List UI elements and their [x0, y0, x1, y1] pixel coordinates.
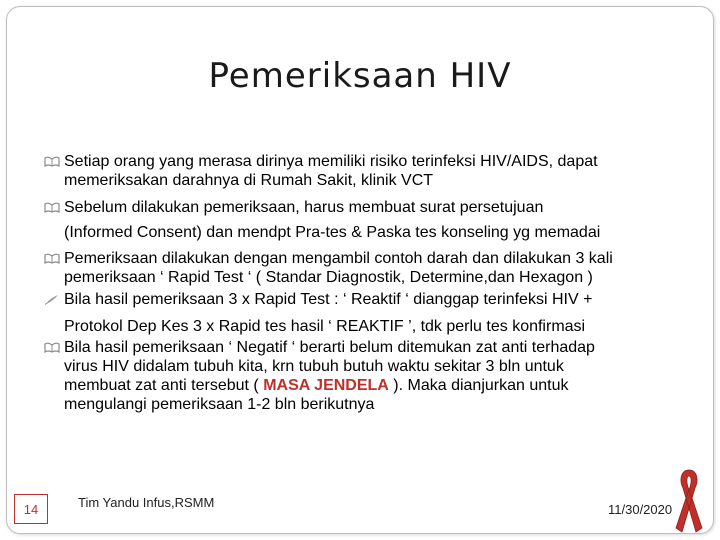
bullet-list	[44, 152, 694, 414]
bullet-item-3	[44, 249, 694, 287]
open-book-bullet-icon	[44, 342, 60, 353]
bullet-2-line-2: (Informed Consent) dan mendpt Pra-tes & Paska tes konseling yg memadai	[64, 224, 601, 241]
open-book-bullet-icon	[44, 156, 60, 167]
open-book-bullet-icon	[44, 202, 60, 213]
bullet-item-2	[44, 198, 694, 242]
bullet-item-4	[44, 290, 694, 336]
bullet-5-line-4: mengulangi pemeriksaan 1-2 bln berikutnya	[64, 396, 375, 413]
bullet-item-1	[44, 152, 694, 190]
footer-date: 11/30/2020	[608, 502, 673, 517]
page-number: 14	[14, 494, 48, 524]
masa-jendela-highlight: MASA JENDELA	[263, 377, 389, 394]
red-ribbon-icon	[672, 466, 706, 536]
bullet-1-line-1: Setiap orang yang merasa dirinya memiliki risiko terinfeksi HIV/AIDS, dapat	[64, 153, 598, 170]
bullet-1-line-2: memeriksakan darahnya di Rumah Sakit, klinik VCT	[64, 172, 434, 189]
bullet-4-line-2: Protokol Dep Kes 3 x Rapid tes hasil ‘ REAKTIF ’, tdk perlu tes konfirmasi	[64, 318, 586, 335]
bullet-4-line-1: Bila hasil pemeriksaan 3 x Rapid Test : ‘ Reaktif ‘ dianggap terinfeksi HIV +	[64, 291, 593, 308]
footer-author: Tim Yandu Infus,RSMM	[78, 495, 215, 510]
bullet-3-line-2: pemeriksaan ‘ Rapid Test ‘ ( Standar Diagnostik, Determine,dan Hexagon )	[64, 269, 593, 286]
quill-bullet-icon	[44, 294, 60, 305]
bullet-2-line-1: Sebelum dilakukan pemeriksaan, harus membuat surat persetujuan	[64, 199, 544, 216]
open-book-bullet-icon	[44, 253, 60, 264]
slide-title: Pemeriksaan HIV	[208, 56, 512, 96]
bullet-5-line-1: Bila hasil pemeriksaan ‘ Negatif ‘ berarti belum ditemukan zat anti terhadap	[64, 339, 595, 356]
bullet-5-line-3-before: membuat zat anti tersebut (	[64, 377, 264, 394]
bullet-5-line-3-after: ). Maka dianjurkan untuk	[388, 377, 569, 394]
bullet-3-line-1: Pemeriksaan dilakukan dengan mengambil contoh darah dan dilakukan 3 kali	[64, 250, 613, 267]
bullet-5-line-2: virus HIV didalam tubuh kita, krn tubuh butuh waktu sekitar 3 bln untuk	[64, 358, 564, 375]
bullet-item-5	[44, 338, 694, 414]
